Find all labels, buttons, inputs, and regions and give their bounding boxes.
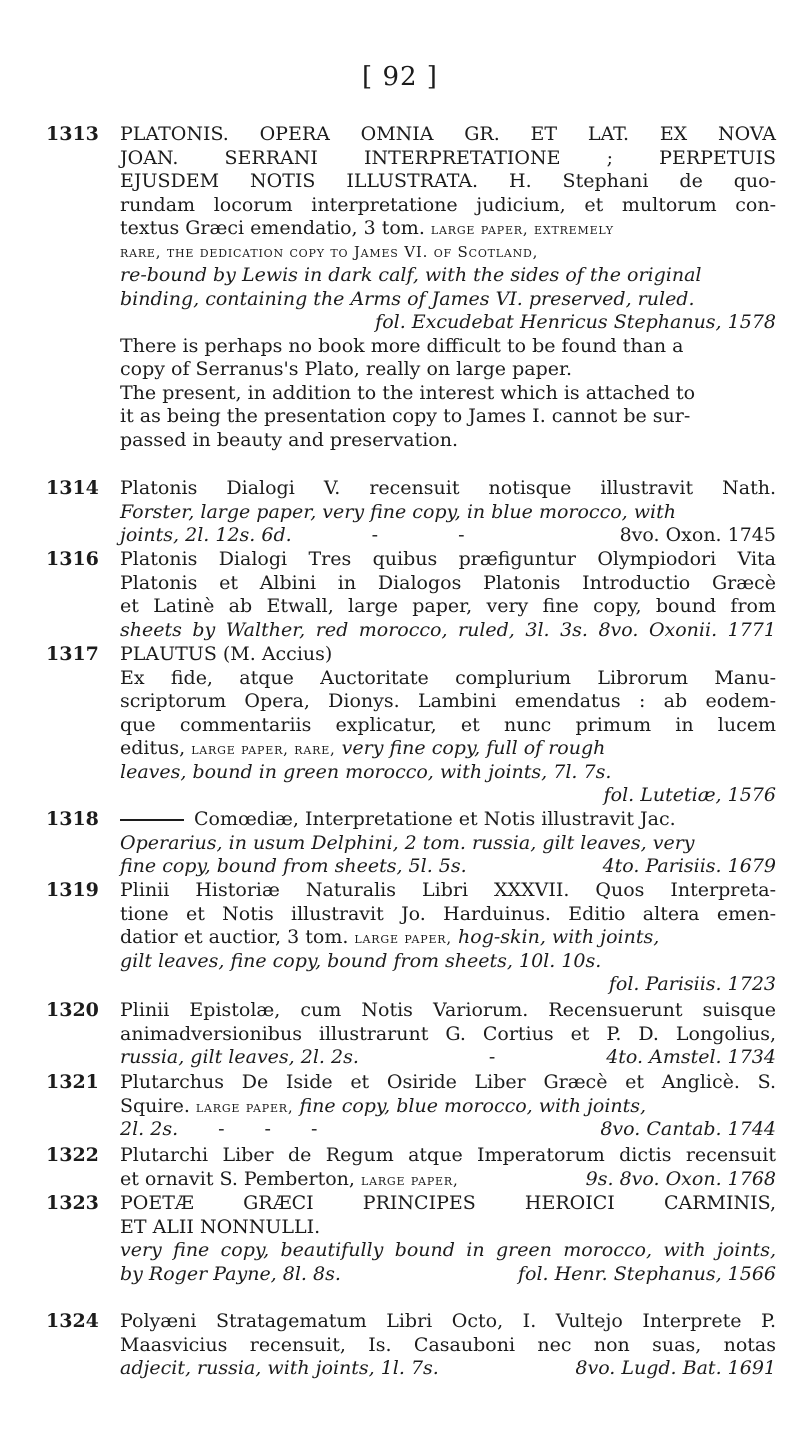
entry-line: Forster, large paper, very fine copy, in blue morocco, with [120,500,676,523]
entry-line: EJUSDEM NOTIS ILLUSTRATA. H. Stephani de quo- [120,170,776,192]
entry-line: PLATONIS. OPERA OMNIA GR. ET LAT. EX NOVA [120,123,776,145]
entry-line: There is perhaps no book more difficult to be found than a [120,334,684,357]
entry-number: 1321 [46,1071,99,1093]
entry-line: large paper, [361,1170,459,1189]
entry-line: russia, gilt leaves, 2l. 2s. [120,1046,359,1068]
entry-line: editus, [120,737,186,759]
entry-line: 8vo. Cantab. 1744 [600,1118,776,1140]
entry-line: animadversionibus illustrarunt G. Cortius et P. D. Longolius, [120,1022,776,1045]
entry-line: rare, the dedication copy to James VI. of Scotland, [120,242,539,261]
entry-line: large paper, [354,929,452,947]
entry-number: 1313 [46,123,99,145]
entry-text [120,999,776,1070]
page-number: [ 92 ] [362,62,438,92]
entry-text [120,808,776,879]
entry-line: - [458,524,465,546]
entry-line: Platonis et Albini in Dialogos Platonis Introductio Græcè [120,571,776,594]
entry-line: hog-skin, with joints, [458,926,660,948]
entry-line: fol. Henr. Stephanus, 1566 [517,1262,776,1285]
entry-line: - [310,1118,318,1140]
entry-text [120,477,776,548]
entry-line: Ex fide, atque Auctoritate complurium Librorum Manu- [120,666,776,689]
entry-text [120,1071,776,1142]
entry-line: large paper, rare, [191,740,336,758]
entry-line: - [264,1118,271,1140]
entry-text [120,1310,776,1381]
entry-line: fine copy, bound from sheets, 5l. 5s. [120,855,467,877]
entry-line: scriptorum Opera, Dionys. Lambini emendatus : ab eodem- [120,690,776,712]
entry-line: fine copy, blue morocco, with joints, [299,1094,647,1117]
entry-line: - [218,1118,225,1140]
entry-number: 1320 [46,999,99,1021]
entry-line: PLAUTUS (M. Accius) [120,643,333,665]
entry-number: 1314 [46,477,99,499]
entry-line: POETÆ GRÆCI PRINCIPES HEROICI CARMINIS, [120,1192,776,1214]
entry-line: tione et Notis illustravit Jo. Harduinus. Editio altera emen- [120,902,776,925]
entry-line: 8vo. Oxon. 1745 [619,524,776,546]
entry-number: 1317 [46,643,99,665]
entry-number: 1316 [46,548,99,570]
entry-line: Plutarchi Liber de Regum atque Imperatorum dictis recensuit [120,1144,776,1166]
entry-line: The present, in addition to the interest which is attached to [120,381,696,404]
entry-line: - [371,524,379,546]
entry-line: textus Græci emendatio, 3 tom. [120,217,425,239]
entry-line: Plinii Historiæ Naturalis Libri XXXVII. Quos Interpreta- [120,879,776,901]
entry-line: re-bound by Lewis in dark calf, with the sides of the original [120,264,702,286]
entry-line: 9s. 8vo. Oxon. 1768 [585,1167,776,1190]
entry-line: datior et auctior, 3 tom. [120,926,349,948]
entry-line: 4to. Amstel. 1734 [606,1046,776,1068]
entry-line: fol. Excudebat Henricus Stephanus, 1578 [375,311,776,333]
entry-line: Squire. [120,1094,190,1117]
entry-line: very fine copy, beautifully bound in green morocco, with joints, [120,1239,776,1261]
entry-line: Polyæni Stratagematum Libri Octo, I. Vultejo Interprete P. [120,1310,776,1332]
entry-number: 1323 [46,1192,99,1214]
entry-line: 4to. Parisiis. 1679 [602,855,776,877]
entry-line: very fine copy, full of rough [341,737,606,759]
entry-text [120,879,776,997]
entry-line: fol. Parisiis. 1723 [608,973,776,995]
entry-line: adjecit, russia, with joints, 1l. 7s. [120,1357,439,1379]
entry-line: que commentariis explicatur, et nunc primum in lucem [120,713,776,736]
entry-number: 1319 [46,879,99,901]
entry-line: et ornavit S. Pemberton, [120,1167,355,1190]
entry-line: binding, containing the Arms of James VI. preserved, ruled. [120,287,695,310]
entry-line: gilt leaves, fine copy, bound from sheets, 10l. 10s. [120,949,602,972]
entry-line: - [488,1046,496,1068]
entry-text [120,643,776,808]
entry-line: Maasvicius recensuit, Is. Casauboni nec non suas, notas [120,1333,776,1356]
entry-line: Plutarchus De Iside et Osiride Liber Græcè et Anglicè. S. [120,1071,776,1093]
entry-number: 1324 [46,1310,99,1332]
entry-line: fol. Lutetiæ, 1576 [603,784,776,806]
entry-line: by Roger Payne, 8l. 8s. [120,1262,341,1285]
entry-number: 1318 [46,808,99,830]
ditto-dash [120,819,184,821]
entry-text [120,123,776,452]
entry-text [120,1192,776,1286]
entry-line: leaves, bound in green morocco, with joints, 7l. 7s. [120,760,612,783]
entry-line: 8vo. Lugd. Bat. 1691 [575,1357,776,1379]
entry-line: Platonis Dialogi Tres quibus præfiguntur Olympiodori Vita [120,548,776,570]
entry-text [120,1144,776,1191]
entry-line: Operarius, in usum Delphini, 2 tom. russia, gilt leaves, very [120,831,695,854]
entry-text [120,548,776,642]
entry-line: passed in beauty and preservation. [120,428,458,451]
entry-line: JOAN. SERRANI INTERPRETATIONE ; PERPETUIS [120,146,776,169]
entry-line: it as being the presentation copy to James I. cannot be sur- [120,405,691,427]
entry-line: joints, 2l. 12s. 6d. [120,524,292,546]
entry-line: sheets by Walther, red morocco, ruled, 3l. 3s. 8vo. Oxonii. 1771 [120,618,776,641]
entry-line: Plinii Epistolæ, cum Notis Variorum. Recensuerunt suisque [120,999,776,1021]
entry-line: ET ALII NONNULLI. [120,1215,321,1238]
entry-line: large paper, extremely [430,220,614,238]
entry-line: large paper, [195,1097,294,1116]
entry-line: Comœdiæ, Interpretatione et Notis illustravit Jac. [194,808,676,830]
entry-line: rundam locorum interpretatione judicium, et multorum con- [120,193,776,216]
entry-line: Platonis Dialogi V. recensuit notisque illustravit Nath. [120,477,776,499]
entry-number: 1322 [46,1144,99,1166]
entry-line: 2l. 2s. [120,1118,179,1140]
entry-line: copy of Serranus's Plato, really on large paper. [120,358,573,380]
entry-line: et Latinè ab Etwall, large paper, very fine copy, bound from [120,595,776,617]
